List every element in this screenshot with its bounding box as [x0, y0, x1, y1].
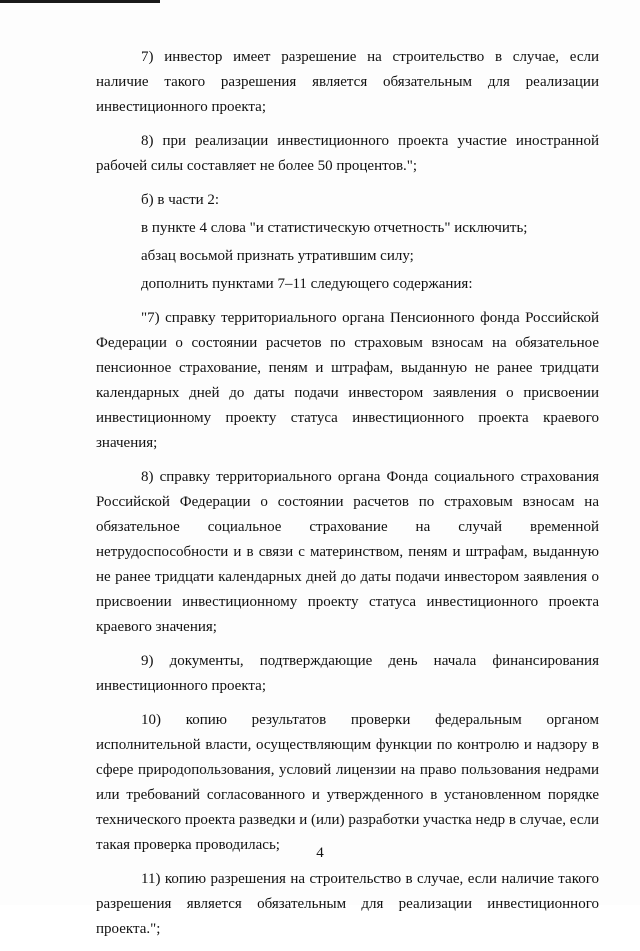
paragraph-subitem-b: б) в части 2: — [141, 192, 220, 208]
paragraph-add-points: дополнить пунктами 7–11 следующего содержания: — [141, 276, 473, 292]
paragraph-new-item-7-pension: "7) справку территориального органа Пенсионного фонда Российской Федерации о состоянии расчетов по страховым взносам на обязательное пенсионное страхование, пеням и штрафам, выданную не ранее тридцати календарных дней до даты подачи инвестором заявления о присвоении инвестиционному проекту статуса инвестиционного проекта краевого значения; — [96, 310, 599, 451]
page-number: 4 — [316, 845, 324, 861]
paragraph-new-item-8-social: 8) справку территориального органа Фонда социального страхования Российской Федерации о состоянии расчетов по страховым взносам на обязательное социальное страхование на случай временной нетрудоспособности и в связи с материнством, пеням и штрафам, выданную не ранее тридцати календарных дней до даты подачи инвестором заявления о присвоении инвестиционному проекту статуса инвестиционного проекта краевого значения; — [96, 469, 599, 635]
document-body — [96, 45, 599, 951]
scan-edge-mark — [0, 0, 160, 3]
paragraph-new-item-9-financing: 9) документы, подтверждающие день начала финансирования инвестиционного проекта; — [96, 653, 599, 694]
paragraph-new-item-11-permit: 11) копию разрешения на строительство в случае, если наличие такого разрешения является обязательным для реализации инвестиционного проекта."; — [96, 871, 599, 937]
paragraph-new-item-10-inspection: 10) копию результатов проверки федеральным органом исполнительной власти, осуществляющим функции по контролю и надзору в сфере природопользования, условий лицензии на право пользования недрами или требований согласованного и утвержденного в установленном порядке технического проекта разведки и (или) разработки участка недр в случае, если такая проверка проводилась; — [96, 712, 599, 853]
paragraph-item-7-investor: 7) инвестор имеет разрешение на строительство в случае, если наличие такого разрешения является обязательным для реализации инвестиционного проекта; — [96, 49, 599, 115]
paragraph-point-4-amendment: в пункте 4 слова "и статистическую отчетность" исключить; — [141, 220, 528, 236]
paragraph-eighth-abzats: абзац восьмой признать утратившим силу; — [141, 248, 414, 264]
paragraph-item-8-foreign-labor: 8) при реализации инвестиционного проекта участие иностранной рабочей силы составляет не более 50 процентов."; — [96, 133, 599, 174]
